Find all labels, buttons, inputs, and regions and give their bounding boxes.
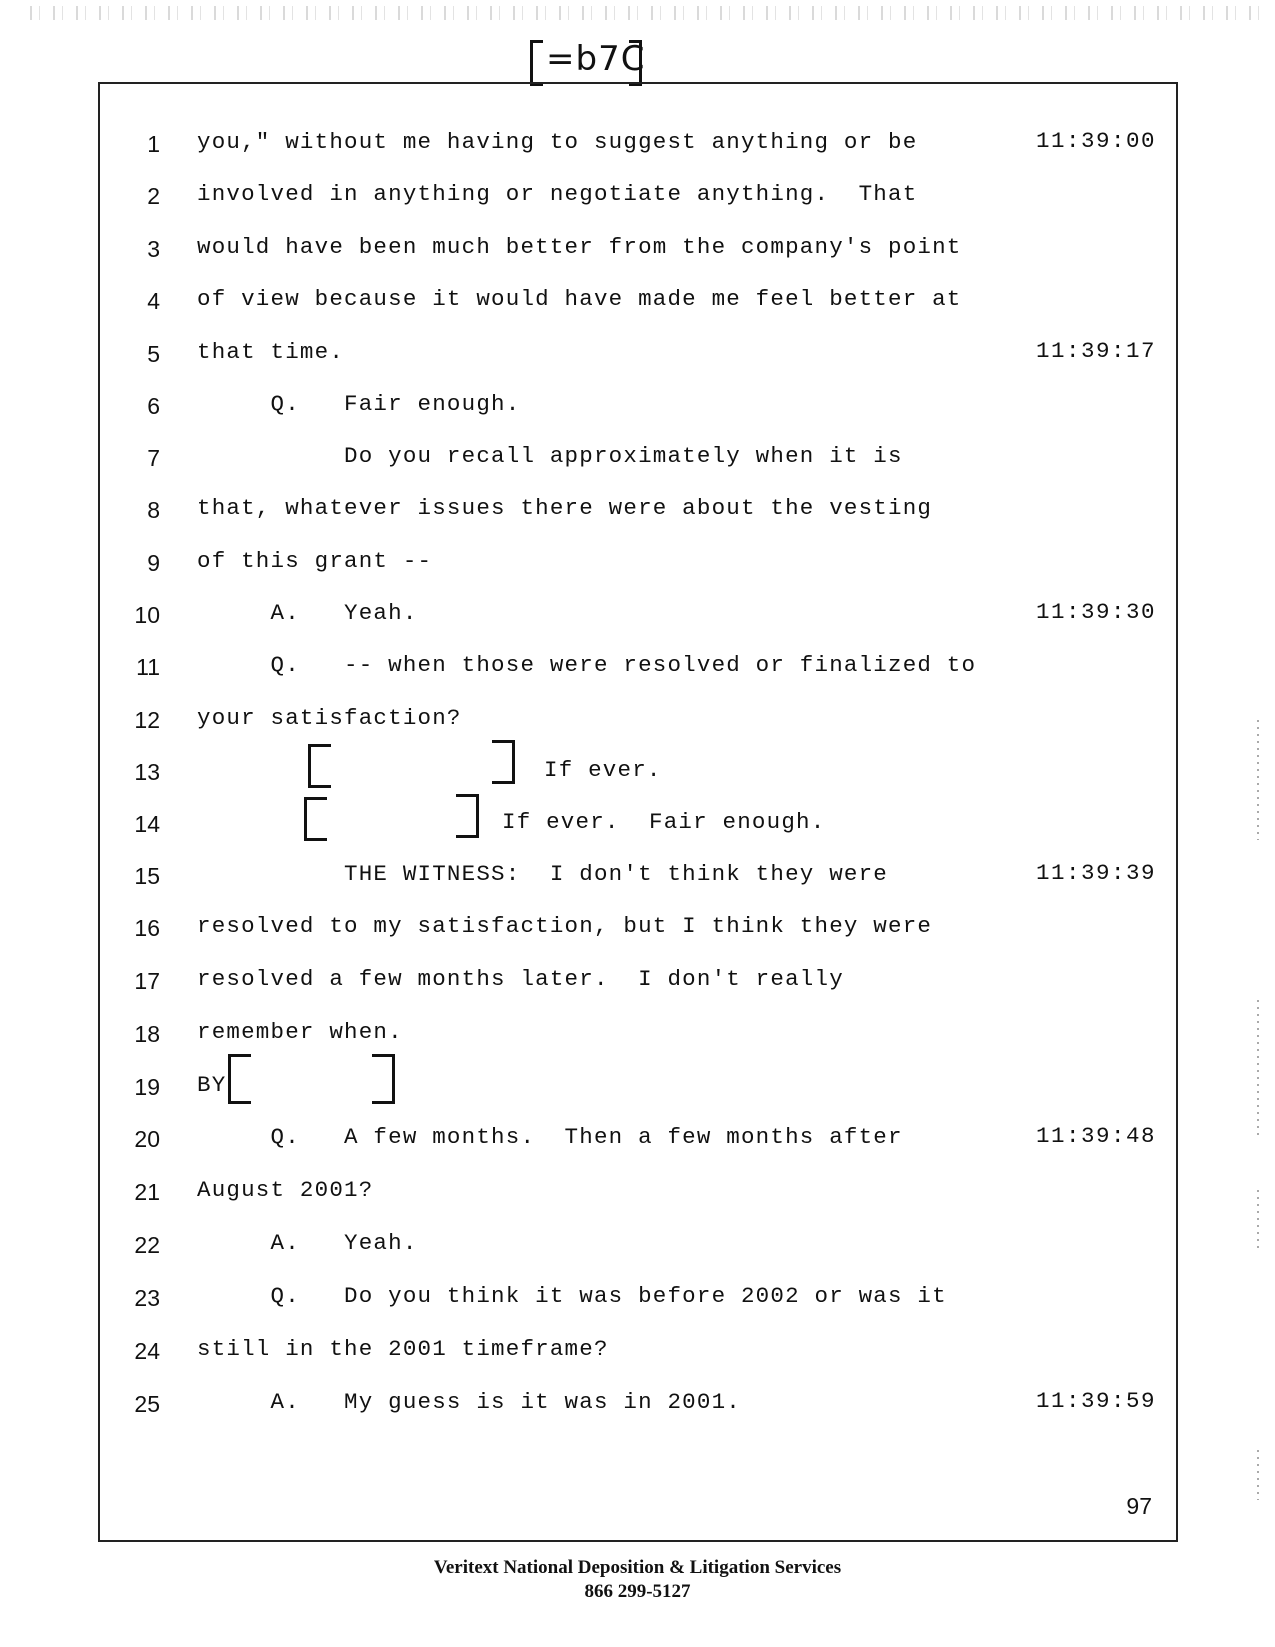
footer: [0, 1556, 1275, 1604]
transcript-line: [100, 1330, 1176, 1370]
transcript-line: [100, 594, 1176, 634]
page-number: 97: [1126, 1493, 1152, 1519]
line-number: 11: [136, 654, 160, 680]
scan-margin-dots: [1257, 1000, 1259, 1140]
line-number: 1: [147, 131, 160, 157]
line-text: A. Yeah.: [197, 1230, 418, 1256]
line-text: BY: [197, 1072, 227, 1098]
transcript-line: [100, 123, 1176, 163]
redaction-bracket-left: [228, 1054, 251, 1104]
line-text: Q. -- when those were resolved or finalized to: [197, 652, 977, 678]
redaction-bracket-left: [304, 797, 327, 841]
transcript-line: [100, 437, 1176, 477]
line-text: THE WITNESS: I don't think they were: [197, 861, 889, 887]
line-text: resolved a few months later. I don't really: [197, 966, 844, 992]
stamp-text: =b7C: [546, 39, 646, 79]
line-text: Q. A few months. Then a few months after: [197, 1124, 903, 1150]
footer-phone: 866 299-5127: [584, 1581, 691, 1602]
transcript-line: [100, 699, 1176, 739]
transcript-line: [100, 489, 1176, 529]
line-number: 16: [134, 915, 160, 941]
stamp-bracket-right: [629, 40, 642, 86]
timestamp: 11:39:30: [1035, 599, 1156, 625]
transcript-line: [100, 333, 1176, 373]
line-number: 10: [134, 602, 160, 628]
line-number: 9: [147, 550, 160, 576]
redaction-bracket-right: [456, 794, 479, 838]
footer-company: Veritext National Deposition & Litigation Services: [433, 1557, 842, 1578]
transcript-line: [100, 646, 1176, 686]
transcript-line: [100, 1171, 1176, 1211]
line-text: involved in anything or negotiate anything. That: [197, 181, 918, 207]
line-text: Q. Fair enough.: [197, 391, 521, 417]
line-text: still in the 2001 timeframe?: [197, 1336, 609, 1362]
transcript-line: [100, 1224, 1176, 1264]
line-text: resolved to my satisfaction, but I think they were: [197, 913, 933, 939]
line-number: 20: [134, 1126, 160, 1152]
line-text: that, whatever issues there were about the vesting: [197, 495, 933, 521]
line-number: 2: [147, 183, 160, 209]
transcript-line: [100, 1013, 1176, 1053]
redaction-stamp: [530, 39, 646, 82]
scan-margin-dots: [1257, 1190, 1259, 1250]
line-number: 5: [147, 341, 160, 367]
line-number: 4: [147, 288, 160, 314]
line-text: of this grant --: [197, 548, 433, 574]
transcript-line: [100, 228, 1176, 268]
line-text: you," without me having to suggest anything or be: [197, 129, 918, 155]
line-number: 19: [134, 1074, 160, 1100]
redaction-bracket-left: [308, 744, 331, 788]
line-number: 17: [134, 968, 160, 994]
transcript-line: [100, 960, 1176, 1000]
line-number: 24: [134, 1338, 160, 1364]
line-number: 25: [134, 1391, 160, 1417]
line-text: A. My guess is it was in 2001.: [197, 1389, 741, 1415]
line-number: 14: [134, 811, 160, 837]
line-text: August 2001?: [197, 1177, 374, 1203]
line-text: If ever. Fair enough.: [502, 809, 826, 835]
line-text: of view because it would have made me feel better at: [197, 286, 962, 312]
line-text: that time.: [197, 339, 345, 365]
transcript-line: [100, 385, 1176, 425]
line-number: 6: [147, 393, 160, 419]
line-number: 12: [134, 707, 160, 733]
timestamp: 11:39:00: [1035, 128, 1156, 154]
transcript-line: [100, 542, 1176, 582]
transcript-line: [100, 1383, 1176, 1423]
line-number: 13: [134, 759, 160, 785]
timestamp: 11:39:17: [1035, 338, 1156, 364]
stamp-bracket-left: [530, 40, 543, 86]
line-number: 22: [134, 1232, 160, 1258]
transcript-line: [100, 751, 1176, 791]
line-text: Do you recall approximately when it is: [197, 443, 903, 469]
transcript-frame: [98, 82, 1178, 1542]
redaction-bracket-right: [372, 1054, 395, 1104]
line-number: 18: [134, 1021, 160, 1047]
transcript-line: [100, 1277, 1176, 1317]
scan-margin-dots: [1257, 1450, 1259, 1500]
line-text: would have been much better from the company's point: [197, 234, 962, 260]
transcript-line: [100, 803, 1176, 843]
scan-noise-strip: [30, 6, 1260, 20]
line-number: 23: [134, 1285, 160, 1311]
line-number: 3: [147, 236, 160, 262]
line-text: remember when.: [197, 1019, 403, 1045]
line-text: A. Yeah.: [197, 600, 418, 626]
line-text: If ever.: [544, 757, 662, 783]
line-number: 21: [134, 1179, 160, 1205]
transcript-line: [100, 175, 1176, 215]
timestamp: 11:39:59: [1035, 1388, 1156, 1414]
line-number: 7: [147, 445, 160, 471]
transcript-line: [100, 855, 1176, 895]
scan-margin-dots: [1257, 720, 1259, 840]
line-text: your satisfaction?: [197, 705, 462, 731]
line-number: 15: [134, 863, 160, 889]
redaction-bracket-right: [492, 740, 515, 784]
timestamp: 11:39:39: [1035, 860, 1156, 886]
transcript-line: [100, 280, 1176, 320]
timestamp: 11:39:48: [1035, 1123, 1156, 1149]
transcript-line: [100, 1118, 1176, 1158]
transcript-line: [100, 1066, 1176, 1106]
line-number: 8: [147, 497, 160, 523]
line-text: Q. Do you think it was before 2002 or was it: [197, 1283, 947, 1309]
transcript-line: [100, 907, 1176, 947]
